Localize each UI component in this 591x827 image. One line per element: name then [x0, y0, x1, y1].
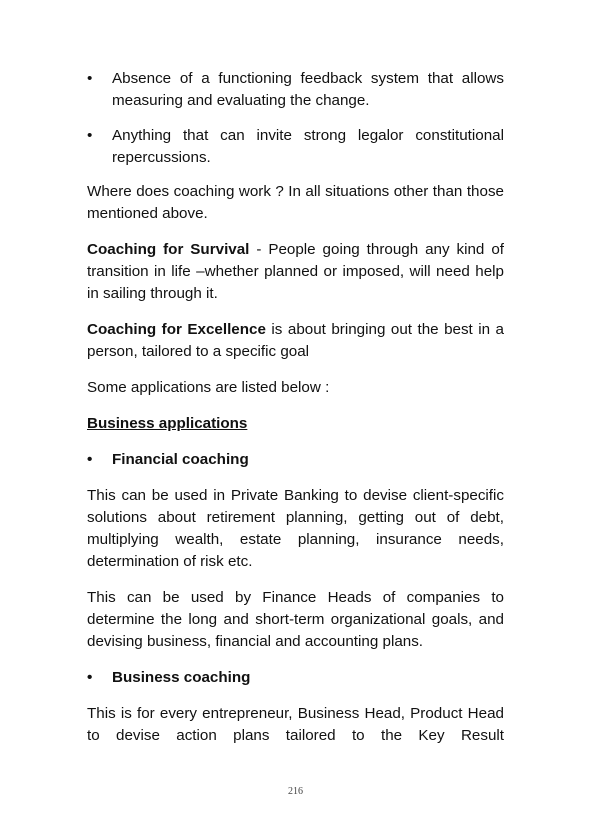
business-coaching-bullet: [87, 667, 504, 689]
financial-paragraph-1: This can be used in Private Banking to devise client-specific solutions about retirement planning, getting out of debt, multiplying wealth, estate planning, insurance needs, determination of risk etc.: [87, 487, 504, 570]
bullet-item-feedback: [87, 68, 504, 112]
survival-paragraph: [87, 239, 504, 305]
survival-text: - People going through any kind of transition in life –whether planned or imposed, will need help in sailing through it.: [87, 241, 504, 302]
survival-label: Coaching for Survival: [87, 241, 250, 258]
bullet-symbol: •: [87, 669, 93, 686]
bullet-symbol: •: [87, 70, 93, 87]
applications-intro: Some applications are listed below :: [87, 379, 330, 396]
financial-coaching-bullet: [87, 449, 504, 471]
where-coaching-paragraph: Where does coaching work ? In all situations other than those mentioned above.: [87, 183, 504, 222]
business-coaching-title: Business coaching: [112, 669, 251, 686]
bullet-text-feedback: Absence of a functioning feedback system that allows measuring and evaluating the change.: [112, 70, 504, 109]
business-paragraph-1: This is for every entrepreneur, Business Head, Product Head to devise action plans tailored to the Key Result: [87, 705, 504, 744]
bullet-item-repercussions: [87, 125, 504, 169]
business-applications-heading: Business applications: [87, 415, 248, 432]
bullet-symbol: •: [87, 127, 93, 144]
excellence-label: Coaching for Excellence: [87, 321, 266, 338]
page-number: 216: [288, 786, 303, 797]
excellence-text: is about bringing out the best in a person, tailored to a specific goal: [87, 321, 505, 360]
excellence-paragraph: [87, 319, 504, 363]
bullet-text-repercussions: Anything that can invite strong legalor constitutional repercussions.: [112, 127, 504, 166]
bullet-symbol: •: [87, 451, 93, 468]
page-body: [87, 68, 504, 761]
financial-paragraph-2: This can be used by Finance Heads of companies to determine the long and short-term organizational goals, and devising business, financial and accounting plans.: [87, 589, 504, 650]
financial-coaching-title: Financial coaching: [112, 451, 249, 468]
